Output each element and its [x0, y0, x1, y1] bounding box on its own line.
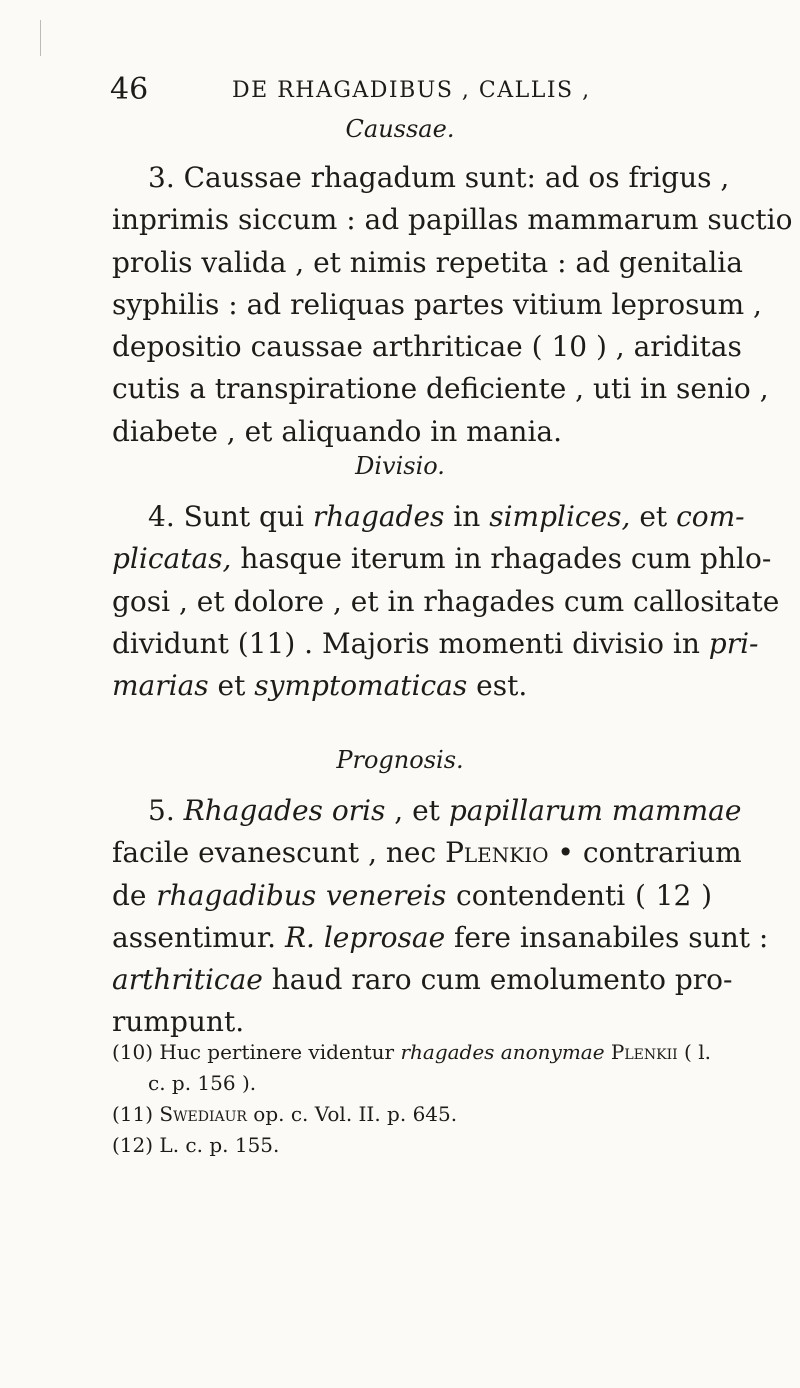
footnote-line: (11) Swediaur op. c. Vol. II. p. 645.: [112, 1102, 458, 1126]
section-heading-caussae: Caussae.: [345, 115, 455, 143]
text-line: facile evanescunt , nec Plenkio • contrarium: [112, 836, 742, 870]
text-line: 5. Rhagades oris , et papillarum mammae: [148, 794, 742, 827]
footnotes: [112, 1037, 712, 1161]
text-line: diabete , et aliquando in mania.: [112, 414, 562, 448]
footnote-line: (12) L. c. p. 155.: [112, 1133, 280, 1157]
text-line: prolis valida , et nimis repetita : ad genitalia: [112, 245, 743, 279]
scan-edge-mark: [40, 20, 41, 56]
text-line: depositio caussae arthriticae ( 10 ) , ariditas: [112, 330, 742, 364]
text-line: assentimur. R. leprosae fere insanabiles sunt :: [112, 920, 769, 954]
text-line: 4. Sunt qui rhagades in simplices, et com-: [148, 500, 745, 533]
text-line: gosi , et dolore , et in rhagades cum callositate: [112, 584, 780, 618]
page-header: [0, 72, 800, 112]
section-heading-prognosis: Prognosis.: [336, 746, 464, 774]
text-line: cutis a transpiratione deficiente , uti in senio ,: [112, 372, 769, 406]
text-line: de rhagadibus venereis contendenti ( 12 ): [112, 878, 712, 912]
text-line: marias et symptomaticas est.: [112, 669, 528, 703]
paragraph-prognosis: [112, 790, 769, 1044]
page-number: 46: [110, 72, 149, 107]
paragraph-caussae: [112, 157, 793, 453]
running-title: DE RHAGADIBUS , CALLIS ,: [232, 78, 591, 103]
paragraph-divisio: [112, 496, 780, 707]
text-line: syphilis : ad reliquas partes vitium leprosum ,: [112, 287, 762, 321]
text-line: rumpunt.: [112, 1005, 245, 1039]
section-heading-divisio: Divisio.: [355, 452, 445, 480]
footnote-line: (10) Huc pertinere videntur rhagades anonymae Plenkii ( l.: [112, 1040, 711, 1064]
text-line: inprimis siccum : ad papillas mammarum suctio: [112, 203, 793, 237]
text-line: plicatas, hasque iterum in rhagades cum phlo-: [112, 542, 772, 576]
text-line: arthriticae haud raro cum emolumento pro-: [112, 963, 733, 997]
text-line: dividunt (11) . Majoris momenti divisio in pri-: [112, 626, 759, 660]
footnote-line: c. p. 156 ).: [148, 1071, 257, 1095]
text-line: 3. Caussae rhagadum sunt: ad os frigus ,: [148, 161, 730, 194]
